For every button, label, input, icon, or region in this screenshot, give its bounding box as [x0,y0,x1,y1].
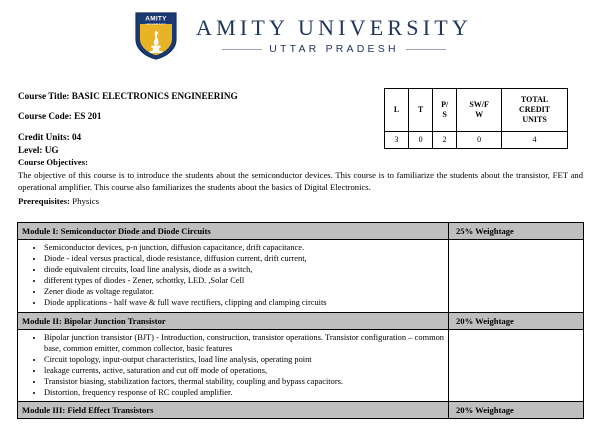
table-row [18,223,584,240]
list-item: • Diode applications - half wave & full wave rectifiers, clipping and clamping circuits [44,297,444,308]
module-point-list-2 [22,332,444,399]
course-code-line [18,110,368,123]
credit-header-t [409,89,433,132]
course-title-value: BASIC ELECTRONICS ENGINEERING [71,91,238,101]
list-item: • leakage currents, active, saturation and cut off mode of operations, [44,365,444,376]
credit-header-l [385,89,409,132]
credit-header-ps [433,89,457,132]
credit-table-value-row [385,132,568,149]
module-weightage-blank-2 [449,329,584,402]
module-weightage-2: 20% Weightage [449,312,584,329]
prerequisites-line [18,196,99,206]
course-objectives-heading: Course Objectives: [18,157,88,167]
university-header [0,0,600,72]
level-label: Level: [18,145,43,156]
svg-text:AMITY: AMITY [145,15,167,23]
credit-header-ps-text-2: S [442,110,447,119]
level-value: UG [44,145,59,156]
syllabus-table [17,222,584,419]
list-item: • Bipolar junction transistor (BJT) - Introduction, construction, transistor operations. Transistor configuration – common base, common emitter, common collector, basic features [44,332,444,354]
table-row [18,329,584,402]
credit-table-header-row [385,89,568,132]
credit-header-swfw-text-2: W [475,110,484,119]
module-title-2: Module II: Bipolar Junction Transistor [18,312,449,329]
table-row [18,312,584,329]
course-title-line [18,90,368,103]
module-title-1: Module I: Semiconductor Diode and Diode Circuits [18,223,449,240]
credit-header-l-text: L [393,105,400,114]
brand-wordmark [196,17,472,55]
credit-header-t-text: T [417,105,424,114]
amity-shield-logo-icon [134,11,178,61]
credit-value-ps: 2 [433,132,457,149]
credit-header-total-text-3: UNITS [522,115,547,124]
module-points-1 [18,240,449,313]
credit-units-label: Credit Units: [18,131,70,142]
course-meta-block [18,90,368,164]
credit-units-line [18,131,368,144]
credit-units-table [384,88,568,149]
credit-header-total-text-2: CREDIT [518,105,551,114]
module-weightage-3: 20% Weightage [449,402,584,419]
list-item: • different types of diodes - Zener, schottky, LED. ,Solar Cell [44,275,444,286]
credit-header-total [502,89,568,132]
state-row [196,44,472,55]
state-name: UTTAR PRADESH [269,43,399,56]
university-name: AMITY UNIVERSITY [196,15,472,41]
course-code-label: Course Code: [18,111,72,122]
list-item: • Distortion, frequency response of RC coupled amplifier. [44,387,444,398]
prerequisites-label: Prerequisites: [18,196,70,206]
shield-icon [134,11,178,61]
course-objectives-text: The objective of this course is to introduce the students about the semiconductor devices. This course is to familiarize the students about the transistor, FET and operational amplifier. This course also familiarizes the students about the basics of Digital Electronics. [18,170,583,193]
rule-right [406,49,446,50]
credit-units-value: 04 [71,131,82,142]
credit-value-l: 3 [385,132,409,149]
rule-left [222,49,262,50]
module-weightage-blank-1 [449,240,584,313]
list-item: • diode equivalent circuits, load line analysis, diode as a switch, [44,264,444,275]
module-point-list-1 [22,242,444,309]
prerequisites-value: Physics [72,196,100,206]
credit-value-total: 4 [502,132,568,149]
list-item: • Diode - ideal versus practical, diode resistance, diffusion current, drift current, [44,253,444,264]
credit-header-swfw [457,89,502,132]
list-item: • Circuit topology, input-output characteristics, load line analysis, operating point [44,354,444,365]
credit-value-t: 0 [409,132,433,149]
credit-header-swfw-text-1: SW/F [469,100,489,109]
list-item: • Semiconductor devices, p-n junction, diffusion capacitance, drift capacitance. [44,242,444,253]
list-item: • Transistor biasing, stabilization factors, thermal stability, coupling and bypass capacitors. [44,376,444,387]
module-weightage-1: 25% Weightage [449,223,584,240]
course-title-label: Course Title: [18,91,70,101]
module-points-2 [18,329,449,402]
svg-text:UNIVERSITY: UNIVERSITY [145,22,167,27]
table-row [18,240,584,313]
credit-header-total-text-1: TOTAL [520,95,549,104]
table-row [18,402,584,419]
course-code-value: ES 201 [74,111,102,122]
credit-header-ps-text-1: P/ [441,100,449,109]
course-objectives-block [18,156,583,194]
module-title-3: Module III: Field Effect Transistors [18,402,449,419]
list-item: • Zener diode as voltage regulator. [44,286,444,297]
credit-value-swfw: 0 [457,132,502,149]
